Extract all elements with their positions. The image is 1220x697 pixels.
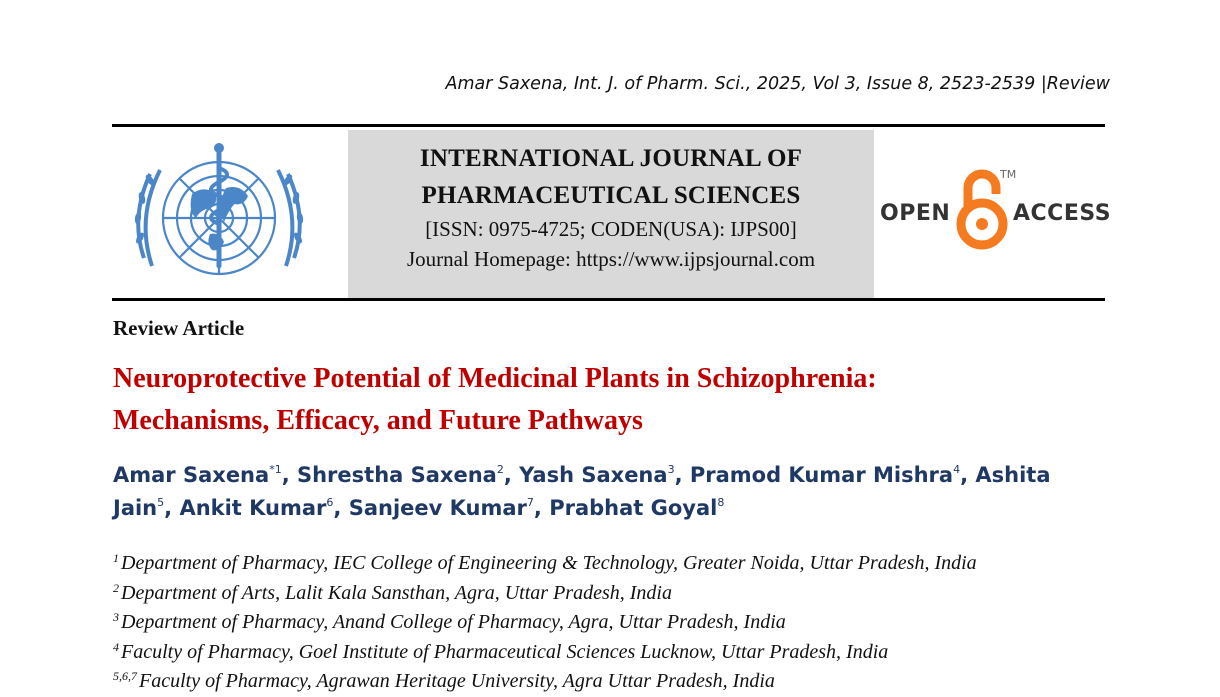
article-title — [113, 358, 1113, 442]
open-access-trademark: TM — [1000, 168, 1017, 181]
affiliation: $^2$ Department of Arts, Lalit Kala Sansthan, Agra, Uttar Pradesh, India — [113, 580, 672, 604]
open-access-access-word: ACCESS — [1013, 201, 1112, 226]
author: Pramod Kumar Mishra$^4$, — [689, 463, 976, 487]
author-list — [113, 459, 1113, 525]
author: Shrestha Saxena$^2$, — [296, 463, 520, 487]
journal-name-line1: INTERNATIONAL JOURNAL OF — [419, 145, 803, 172]
open-access-open-word: OPEN — [880, 201, 951, 226]
header-rule-bottom — [112, 298, 1105, 301]
author: Ankit Kumar$^6$, — [179, 496, 349, 520]
affiliation: $^1$ Department of Pharmacy, IEC College of Engineering & Technology, Greater Noida, Uttar Pradesh, India — [113, 551, 977, 574]
author: Amar Saxena$^{*1}$, — [113, 463, 297, 487]
emblem-globe-caduceus-icon — [126, 138, 312, 294]
journal-homepage: Journal Homepage: https://www.ijpsjournal.com — [406, 247, 816, 271]
journal-name-line2: PHARMACEUTICAL SCIENCES — [421, 182, 801, 209]
header-rule-top — [112, 124, 1105, 127]
article-title-line1: Neuroprotective Potential of Medicinal Plants in Schizophrenia: — [113, 363, 877, 394]
affiliation-list — [113, 549, 1113, 697]
article-type: Review Article — [113, 316, 245, 340]
journal-issn: [ISSN: 0975-4725; CODEN(USA): IJPS00] — [425, 217, 797, 241]
author: Yash Saxena$^3$, — [519, 463, 690, 487]
open-access-logo — [880, 162, 1112, 254]
author: Ashita Jain$^5$, — [113, 463, 1051, 520]
author: Sanjeev Kumar$^7$, — [348, 496, 550, 520]
journal-citation: Amar Saxena, Int. J. of Pharm. Sci., 2025, Vol 3, Issue 8, 2523-2539 |Review — [445, 74, 1110, 94]
affiliation: $^{5,6,7}$ Faculty of Pharmacy, Agrawan Heritage University, Agra Uttar Pradesh, India — [113, 669, 775, 692]
article-title-line2: Mechanisms, Efficacy, and Future Pathways — [113, 405, 643, 436]
affiliation: $^3$ Department of Pharmacy, Anand College of Pharmacy, Agra, Uttar Pradesh, India — [113, 610, 786, 633]
journal-banner — [348, 130, 874, 298]
author: Prabhat Goyal$^8$ — [549, 496, 725, 520]
affiliation: $^4$ Faculty of Pharmacy, Goel Institute of Pharmaceutical Sciences Lucknow, Uttar Pradesh, India — [113, 639, 889, 663]
